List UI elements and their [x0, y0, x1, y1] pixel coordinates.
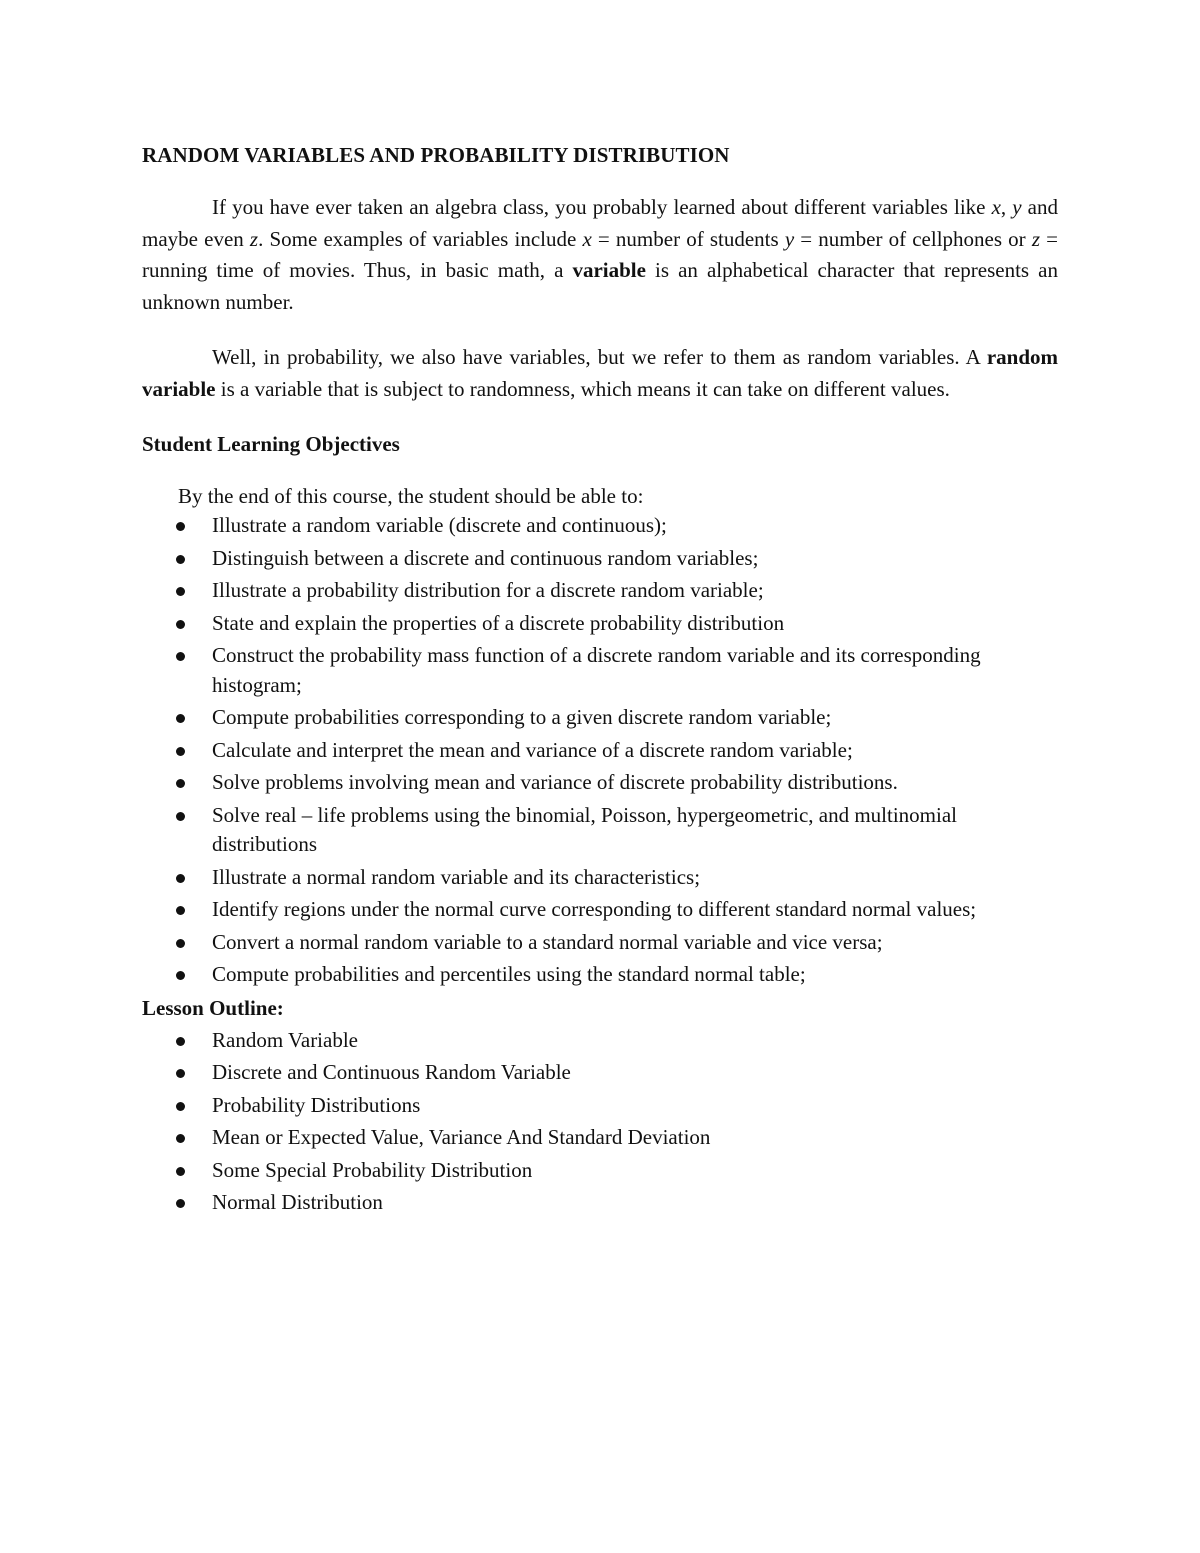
outline-item [142, 1026, 1058, 1056]
list-item-text: Solve problems involving mean and variance of discrete probability distributions. [212, 770, 898, 794]
bullet-icon [176, 587, 185, 596]
list-item-text: Random Variable [212, 1027, 358, 1052]
objective-item [142, 801, 1058, 860]
bullet-icon [176, 652, 185, 661]
text-run: . Some examples of variables include [258, 226, 583, 251]
objective-item [142, 863, 1058, 893]
bold-term: variable [572, 258, 646, 282]
objective-item [142, 736, 1058, 766]
bullet-icon [176, 906, 185, 915]
outline-heading: Lesson Outline: [142, 995, 284, 1020]
text-run: If you have ever taken an algebra class, you probably learned about different variables like [212, 195, 992, 219]
list-item-text: Illustrate a random variable (discrete and continuous); [212, 513, 667, 537]
outline-item [142, 1156, 1058, 1186]
italic-var: z [1031, 226, 1040, 251]
objective-item [142, 641, 1058, 700]
objectives-list [142, 511, 1058, 990]
bullet-icon [176, 874, 185, 883]
italic-var: x [991, 195, 1001, 219]
list-item-text: Identify regions under the normal curve corresponding to different standard normal values; [212, 897, 977, 921]
bold-term: random variable [142, 345, 1058, 401]
text-run: = number of students [591, 226, 785, 251]
intro-paragraph [142, 192, 1058, 318]
bullet-icon [176, 1134, 185, 1143]
outline-item [142, 1058, 1058, 1088]
italic-var: z [249, 226, 259, 251]
objective-item [142, 544, 1058, 574]
list-item-text: Convert a normal random variable to a standard normal variable and vice versa; [212, 929, 883, 954]
italic-var: y [784, 226, 795, 251]
list-item-text: Compute probabilities and percentiles using the standard normal table; [212, 962, 806, 986]
list-item-text: Calculate and interpret the mean and variance of a discrete random variable; [212, 737, 853, 762]
list-item-text: Discrete and Continuous Random Variable [212, 1060, 571, 1084]
list-item-text: Solve real – life problems using the binomial, Poisson, hypergeometric, and multinomial distributions [212, 802, 957, 856]
list-item-text: Normal Distribution [212, 1190, 383, 1214]
outline-item [142, 1123, 1058, 1153]
bullet-icon [176, 522, 185, 531]
second-paragraph [142, 342, 1058, 405]
list-item-text: Probability Distributions [212, 1092, 421, 1117]
italic-var: x [582, 226, 592, 251]
text-run: = running time of movies. Thus, in basic math, a [142, 226, 1058, 282]
bullet-icon [176, 1102, 185, 1111]
document-page [142, 142, 1058, 1221]
bullet-icon [176, 620, 185, 629]
objective-item [142, 895, 1058, 925]
outline-item [142, 1188, 1058, 1218]
bullet-icon [176, 1037, 185, 1046]
outline-item [142, 1091, 1058, 1121]
objectives-heading: Student Learning Objectives [142, 432, 400, 456]
bullet-icon [176, 939, 185, 948]
page-title: RANDOM VARIABLES AND PROBABILITY DISTRIBUTION [142, 143, 730, 167]
list-item-text: Distinguish between a discrete and continuous random variables; [212, 545, 759, 570]
bullet-icon [176, 1199, 185, 1208]
objective-item [142, 511, 1058, 541]
text-run: and maybe even [142, 195, 1058, 251]
list-item-text: Compute probabilities corresponding to a given discrete random variable; [212, 705, 832, 729]
bullet-icon [176, 812, 185, 821]
objective-item [142, 576, 1058, 606]
text-run: is a variable that is subject to randomness, which means it can take on different values. [215, 376, 950, 401]
objective-item [142, 768, 1058, 798]
text-run: Well, in probability, we also have variables, but we refer to them as random variables. A [212, 345, 987, 369]
bullet-icon [176, 555, 185, 564]
text-run: , [1000, 195, 1013, 219]
bullet-icon [176, 779, 185, 788]
objective-item [142, 928, 1058, 958]
text-run: = number of cellphones or [794, 226, 1032, 251]
objective-item [142, 609, 1058, 639]
bullet-icon [176, 1069, 185, 1078]
outline-list [142, 1026, 1058, 1218]
objectives-intro: By the end of this course, the student should be able to: [178, 484, 644, 508]
list-item-text: Some Special Probability Distribution [212, 1157, 533, 1182]
list-item-text: Mean or Expected Value, Variance And Standard Deviation [212, 1125, 711, 1149]
bullet-icon [176, 747, 185, 756]
list-item-text: Illustrate a probability distribution for a discrete random variable; [212, 578, 764, 602]
list-item-text: Construct the probability mass function of a discrete random variable and its corresponding histogram; [212, 643, 981, 697]
bullet-icon [176, 714, 185, 723]
list-item-text: State and explain the properties of a discrete probability distribution [212, 610, 785, 635]
objective-item [142, 960, 1058, 990]
italic-var: y [1012, 195, 1022, 219]
objective-item [142, 703, 1058, 733]
text-run: is an alphabetical character that represents an unknown number. [142, 258, 1058, 314]
bullet-icon [176, 1167, 185, 1176]
list-item-text: Illustrate a normal random variable and its characteristics; [212, 864, 701, 889]
bullet-icon [176, 971, 185, 980]
